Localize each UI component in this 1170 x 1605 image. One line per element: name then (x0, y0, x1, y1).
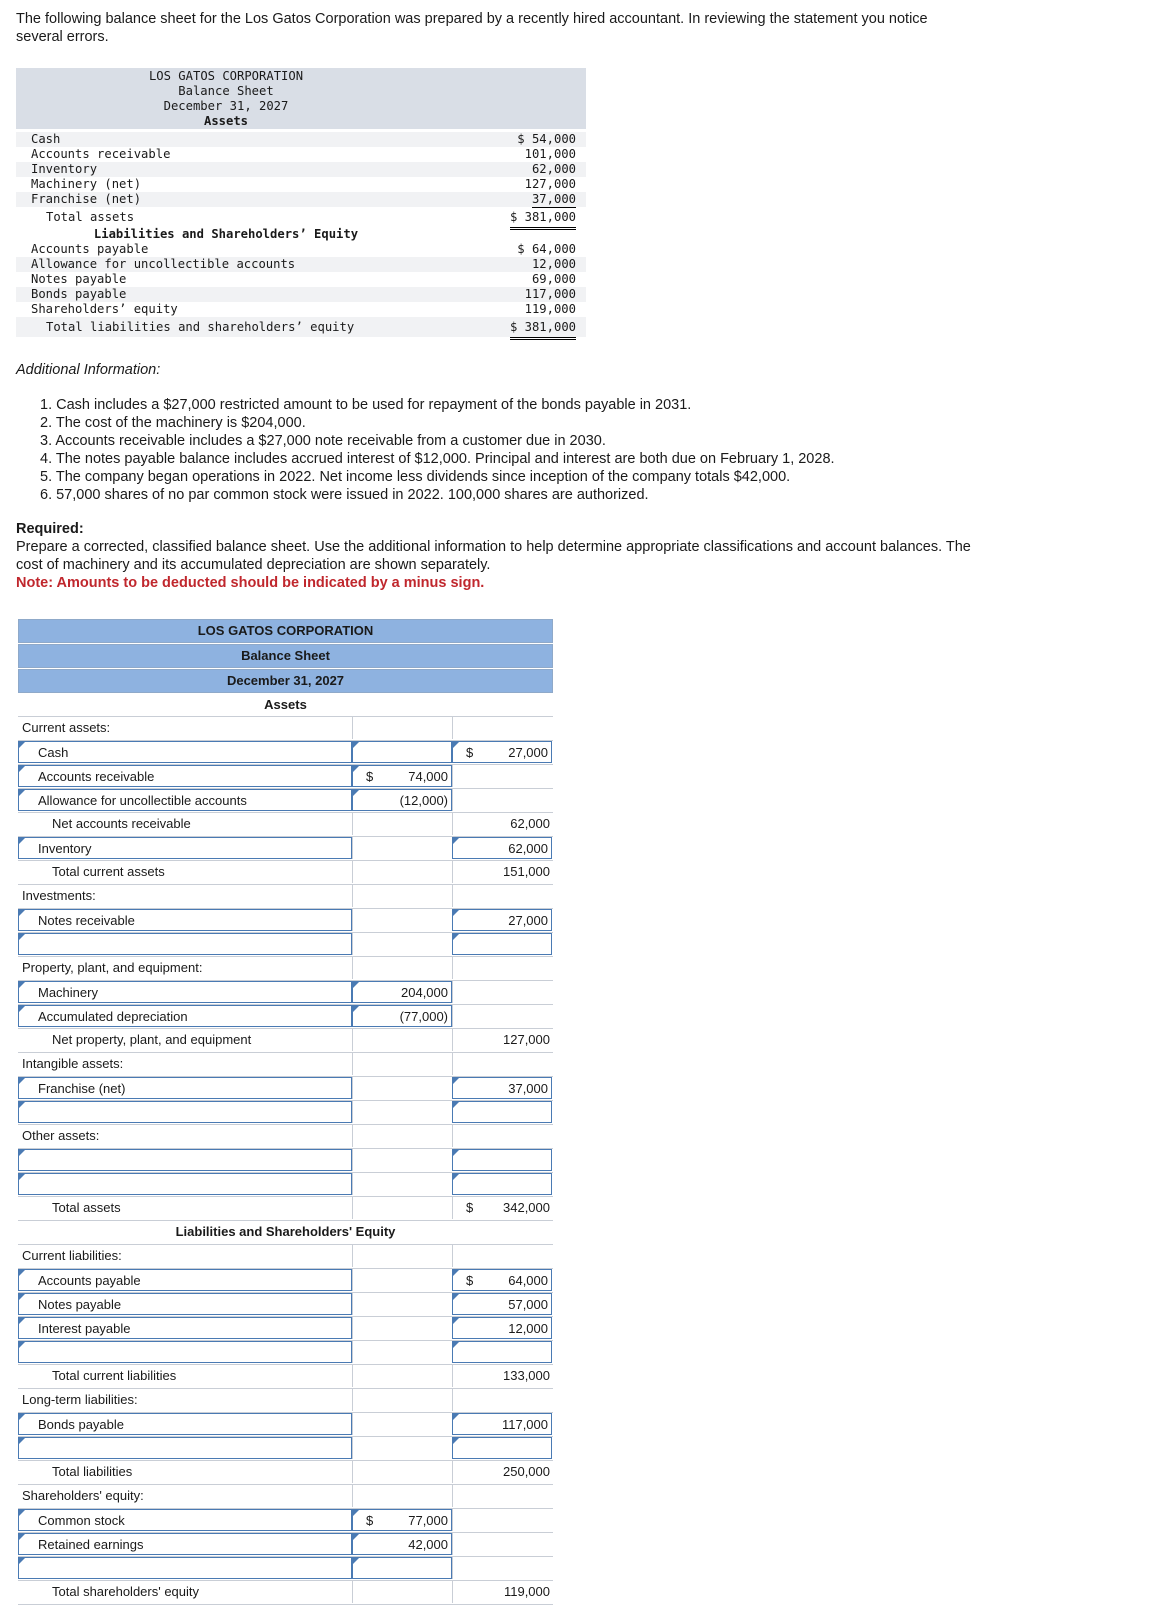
label-cell (18, 1389, 352, 1411)
table-row (18, 1509, 553, 1533)
amount-cell-1 (352, 1581, 453, 1603)
additional-item: 3. Accounts receivable includes a $27,000 note receivable from a customer due in 2030. (40, 433, 606, 449)
original-total-assets-row (16, 207, 586, 227)
section-label: Current liabilities: (22, 1248, 122, 1263)
row-amount: 64,000 (508, 1273, 548, 1288)
blank-row (18, 1341, 553, 1365)
amount-input[interactable] (352, 1509, 452, 1531)
amount-cell-2 (452, 1557, 553, 1579)
amount-cell-1 (352, 1293, 453, 1315)
row-label: Total current liabilities (52, 1368, 177, 1383)
required-section (16, 520, 976, 592)
amount-cell-1 (352, 1461, 453, 1483)
label-cell (18, 1197, 352, 1219)
amount-cell-1 (352, 957, 453, 979)
table-row (18, 981, 553, 1005)
table-row (18, 837, 553, 861)
label-input[interactable] (18, 1413, 352, 1435)
section-label-row (18, 1053, 553, 1077)
label-cell (18, 885, 352, 907)
original-row (16, 177, 586, 192)
row-label: Machinery (38, 985, 98, 1000)
additional-info-title: Additional Information: (16, 362, 161, 378)
original-company: LOS GATOS CORPORATION (148, 69, 304, 83)
original-amount: $ 54,000 (517, 132, 576, 146)
original-amount: $ 64,000 (517, 242, 576, 256)
amount-input[interactable] (452, 1413, 552, 1435)
amount-input[interactable] (452, 1437, 552, 1459)
original-label: Total assets (46, 210, 135, 224)
original-statement: Balance Sheet (178, 84, 274, 98)
row-label: Notes receivable (38, 913, 135, 928)
amount-cell-2 (452, 1029, 553, 1051)
original-row (16, 287, 586, 302)
original-label: Allowance for uncollectible accounts (31, 257, 296, 271)
original-assets-heading: Assets (203, 114, 249, 128)
intro-text: The following balance sheet for the Los Gatos Corporation was prepared by a recently hired accountant. In reviewing the statement you notice several errors. (16, 11, 928, 45)
section-label-row (18, 1245, 553, 1269)
amount-cell-1 (352, 1053, 453, 1075)
amount-cell-1 (352, 1365, 453, 1387)
amount-input[interactable] (452, 1149, 552, 1171)
row-amount: 74,000 (408, 769, 448, 784)
amount-cell-1 (352, 1245, 453, 1267)
row-amount: 27,000 (508, 913, 548, 928)
row-label: Allowance for uncollectible accounts (38, 793, 247, 808)
blank-row (18, 1173, 553, 1197)
row-amount: 204,000 (401, 985, 448, 1000)
original-label: Total liabilities and shareholders’ equity (46, 320, 355, 334)
label-cell (18, 1461, 352, 1483)
original-label: Shareholders’ equity (31, 302, 178, 316)
amount-cell-2 (452, 1533, 553, 1555)
amount-cell-1 (352, 885, 453, 907)
amount-input[interactable] (452, 1101, 552, 1123)
label-input[interactable] (18, 1005, 352, 1027)
section-label: Property, plant, and equipment: (22, 960, 203, 975)
table-row (18, 1317, 553, 1341)
row-amount: 12,000 (508, 1321, 548, 1336)
section-label: Intangible assets: (22, 1056, 124, 1071)
assets-heading-row (18, 694, 553, 717)
original-row (16, 257, 586, 272)
original-row (16, 147, 586, 162)
table-row (18, 861, 553, 885)
amount-cell-1 (352, 909, 453, 931)
amount-cell-1 (352, 1413, 453, 1435)
original-header (16, 68, 586, 129)
corrected-balance-sheet (18, 619, 553, 1605)
corrected-statement: Balance Sheet (18, 644, 553, 668)
label-cell (18, 1245, 352, 1267)
row-amount: 62,000 (508, 841, 548, 856)
table-row (18, 909, 553, 933)
amount-cell-2 (452, 717, 553, 739)
table-row (18, 789, 553, 813)
blank-row (18, 1437, 553, 1461)
amount-cell-2 (452, 789, 553, 811)
dollar-sign: $ (466, 1200, 474, 1215)
label-input[interactable] (18, 1533, 352, 1555)
additional-item: 1. Cash includes a $27,000 restricted amount to be used for repayment of the bonds payable in 2031. (40, 397, 692, 413)
row-amount: 127,000 (503, 1032, 550, 1047)
amount-cell-1 (352, 933, 453, 955)
amount-cell-2 (452, 957, 553, 979)
original-amount: 69,000 (531, 272, 576, 286)
amount-cell-1 (352, 1269, 453, 1291)
original-total-le-row (16, 317, 586, 337)
original-amount: 12,000 (531, 257, 576, 271)
amount-cell-1 (352, 813, 453, 835)
amount-input[interactable] (452, 909, 552, 931)
table-row (18, 1029, 553, 1053)
row-amount: 62,000 (510, 816, 550, 831)
original-label: Cash (31, 132, 61, 146)
original-amount: $ 381,000 (510, 207, 576, 230)
amount-cell-1 (352, 1149, 453, 1171)
label-input[interactable] (18, 765, 352, 787)
table-row (18, 1533, 553, 1557)
label-input[interactable] (18, 981, 352, 1003)
label-cell (18, 861, 352, 883)
label-input[interactable] (18, 837, 352, 859)
amount-cell-2 (452, 1581, 553, 1603)
amount-cell-2 (452, 1461, 553, 1483)
label-input[interactable] (18, 1317, 352, 1339)
amount-cell-1 (352, 1389, 453, 1411)
original-label: Franchise (net) (31, 192, 142, 206)
corrected-date: December 31, 2027 (18, 669, 553, 693)
label-input[interactable] (18, 909, 352, 931)
row-amount: 250,000 (503, 1464, 550, 1479)
amount-cell-2 (452, 1389, 553, 1411)
table-row (18, 1413, 553, 1437)
original-label: Bonds payable (31, 287, 127, 301)
original-row (16, 302, 586, 317)
amount-cell-1 (352, 1317, 453, 1339)
amount-cell-2 (452, 885, 553, 907)
row-amount: 42,000 (408, 1537, 448, 1552)
section-label-row (18, 1485, 553, 1509)
required-title: Required: (16, 521, 84, 537)
amount-cell-2 (452, 765, 553, 787)
original-amount: $ 381,000 (510, 317, 576, 340)
dollar-sign: $ (466, 745, 474, 760)
row-label: Total assets (52, 1200, 121, 1215)
row-label: Total shareholders' equity (52, 1584, 200, 1599)
label-cell (18, 1029, 352, 1051)
amount-cell-2 (452, 861, 553, 883)
row-label: Accounts receivable (38, 769, 155, 784)
row-amount: (77,000) (399, 1009, 448, 1024)
section-label-row (18, 1125, 553, 1149)
row-amount: 342,000 (503, 1200, 550, 1215)
dollar-sign: $ (466, 1273, 474, 1288)
amount-input[interactable] (352, 741, 452, 763)
table-row (18, 741, 553, 765)
label-input[interactable] (18, 1293, 352, 1315)
row-label: Interest payable (38, 1321, 131, 1336)
label-cell (18, 1485, 352, 1507)
assets-heading: Assets (264, 697, 307, 712)
original-label: Notes payable (31, 272, 127, 286)
row-label: Net property, plant, and equipment (52, 1032, 252, 1047)
section-label-row (18, 717, 553, 741)
amount-cell-2 (452, 813, 553, 835)
row-label: Franchise (net) (38, 1081, 126, 1096)
section-label: Long-term liabilities: (22, 1392, 138, 1407)
table-row (18, 1269, 553, 1293)
original-amount: 119,000 (524, 302, 576, 316)
dollar-sign: $ (366, 769, 374, 784)
amount-input[interactable] (452, 1341, 552, 1363)
amount-cell-1 (352, 1437, 453, 1459)
label-input[interactable] (18, 1077, 352, 1099)
row-label: Notes payable (38, 1297, 122, 1312)
blank-row (18, 933, 553, 957)
amount-input[interactable] (352, 1005, 452, 1027)
original-row (16, 162, 586, 177)
label-input[interactable] (18, 1509, 352, 1531)
additional-item: 6. 57,000 shares of no par common stock were issued in 2022. 100,000 shares are authorized. (40, 487, 649, 503)
additional-item: 5. The company began operations in 2022. Net income less dividends since inception of the company totals $42,000. (40, 469, 791, 485)
label-input[interactable] (18, 1173, 352, 1195)
amount-cell-1 (352, 1029, 453, 1051)
dollar-sign: $ (366, 1513, 374, 1528)
row-label: Retained earnings (38, 1537, 144, 1552)
original-amount: 127,000 (524, 177, 576, 191)
row-label: Inventory (38, 841, 92, 856)
amount-cell-1 (352, 1077, 453, 1099)
original-row (16, 272, 586, 287)
label-cell (18, 1365, 352, 1387)
row-label: Accumulated depreciation (38, 1009, 188, 1024)
label-cell (18, 1125, 352, 1147)
row-amount: 119,000 (503, 1584, 550, 1599)
table-row (18, 1293, 553, 1317)
row-label: Cash (38, 745, 69, 760)
label-input[interactable] (18, 789, 352, 811)
original-row (16, 132, 586, 147)
amount-input[interactable] (452, 1269, 552, 1291)
amount-input[interactable] (352, 765, 452, 787)
label-input[interactable] (18, 1341, 352, 1363)
original-amount: 117,000 (524, 287, 576, 301)
row-amount: 151,000 (503, 864, 550, 879)
amount-cell-2 (452, 981, 553, 1003)
label-input[interactable] (18, 741, 352, 763)
original-label: Accounts payable (31, 242, 149, 256)
label-cell (18, 957, 352, 979)
additional-item: 4. The notes payable balance includes accrued interest of $12,000. Principal and interest are both due on February 1, 2028. (40, 451, 835, 467)
amount-cell-1 (352, 837, 453, 859)
amount-cell-1 (352, 1341, 453, 1363)
amount-input[interactable] (452, 933, 552, 955)
amount-cell-1 (352, 1125, 453, 1147)
table-row (18, 1365, 553, 1389)
original-label: Inventory (31, 162, 98, 176)
amount-cell-2 (452, 1365, 553, 1387)
amount-input[interactable] (452, 837, 552, 859)
amount-cell-2 (452, 1197, 553, 1219)
amount-input[interactable] (352, 1557, 452, 1579)
label-input[interactable] (18, 1557, 352, 1579)
amount-input[interactable] (452, 1317, 552, 1339)
row-amount: 77,000 (408, 1513, 448, 1528)
row-amount: 133,000 (503, 1368, 550, 1383)
amount-cell-2 (452, 1245, 553, 1267)
label-cell (18, 1053, 352, 1075)
row-label: Total liabilities (52, 1464, 133, 1479)
section-label: Shareholders' equity: (22, 1488, 144, 1503)
amount-input[interactable] (352, 981, 452, 1003)
table-row (18, 1005, 553, 1029)
blank-row (18, 1101, 553, 1125)
amount-cell-1 (352, 861, 453, 883)
row-amount: 37,000 (508, 1081, 548, 1096)
section-title-row (18, 1221, 553, 1245)
section-label-row (18, 1389, 553, 1413)
table-row (18, 765, 553, 789)
original-row (16, 192, 586, 207)
blank-row (18, 1149, 553, 1173)
amount-cell-1 (352, 717, 453, 739)
table-row (18, 1197, 553, 1221)
liabilities-equity-heading: Liabilities and Shareholders' Equity (175, 1224, 396, 1239)
label-input[interactable] (18, 1437, 352, 1459)
original-label: Accounts receivable (31, 147, 171, 161)
label-cell (18, 813, 352, 835)
row-label: Accounts payable (38, 1273, 141, 1288)
original-row (16, 242, 586, 257)
original-balance-sheet (16, 68, 586, 337)
required-text: Prepare a corrected, classified balance sheet. Use the additional information to help determine appropriate classifications and account balances. The cost of machinery and its accumulated depreciation are shown separately. (16, 539, 971, 573)
row-amount: 117,000 (501, 1417, 548, 1432)
amount-input[interactable] (452, 741, 552, 763)
row-label: Common stock (38, 1513, 125, 1528)
original-liab-heading: Liabilities and Shareholders’ Equity (93, 227, 359, 241)
amount-cell-2 (452, 1509, 553, 1531)
amount-cell-1 (352, 1197, 453, 1219)
amount-cell-1 (352, 1101, 453, 1123)
original-amount: 101,000 (524, 147, 576, 161)
section-label: Other assets: (22, 1128, 100, 1143)
amount-input[interactable] (452, 1077, 552, 1099)
additional-info-list (40, 396, 835, 504)
amount-cell-2 (452, 1053, 553, 1075)
table-row (18, 1581, 553, 1605)
amount-cell-1 (352, 1173, 453, 1195)
row-amount: 57,000 (508, 1297, 548, 1312)
table-row (18, 1077, 553, 1101)
blank-row (18, 1557, 553, 1581)
original-date: December 31, 2027 (163, 99, 289, 113)
table-row (18, 813, 553, 837)
row-label: Net accounts receivable (52, 816, 191, 831)
amount-input[interactable] (452, 1173, 552, 1195)
original-amount: 37,000 (531, 192, 576, 206)
amount-input[interactable] (352, 789, 452, 811)
row-label: Bonds payable (38, 1417, 125, 1432)
additional-item: 2. The cost of the machinery is $204,000. (40, 415, 306, 431)
row-label: Total current assets (52, 864, 165, 879)
amount-input[interactable] (352, 1533, 452, 1555)
table-row (18, 1461, 553, 1485)
section-label: Current assets: (22, 720, 111, 735)
label-cell (18, 1581, 352, 1603)
label-input[interactable] (18, 1101, 352, 1123)
row-amount: (12,000) (399, 793, 448, 808)
section-label-row (18, 885, 553, 909)
required-note: Note: Amounts to be deducted should be indicated by a minus sign. (16, 575, 485, 591)
original-label: Machinery (net) (31, 177, 142, 191)
amount-cell-2 (452, 1485, 553, 1507)
amount-cell-1 (352, 1485, 453, 1507)
label-input[interactable] (18, 1269, 352, 1291)
amount-cell-2 (452, 1125, 553, 1147)
label-input[interactable] (18, 933, 352, 955)
amount-input[interactable] (452, 1293, 552, 1315)
section-label: Investments: (22, 888, 96, 903)
original-amount: 62,000 (531, 162, 576, 176)
label-cell (18, 717, 352, 739)
corrected-company: LOS GATOS CORPORATION (18, 619, 553, 643)
section-label-row (18, 957, 553, 981)
label-input[interactable] (18, 1149, 352, 1171)
row-amount: 27,000 (508, 745, 548, 760)
amount-cell-2 (452, 1005, 553, 1027)
